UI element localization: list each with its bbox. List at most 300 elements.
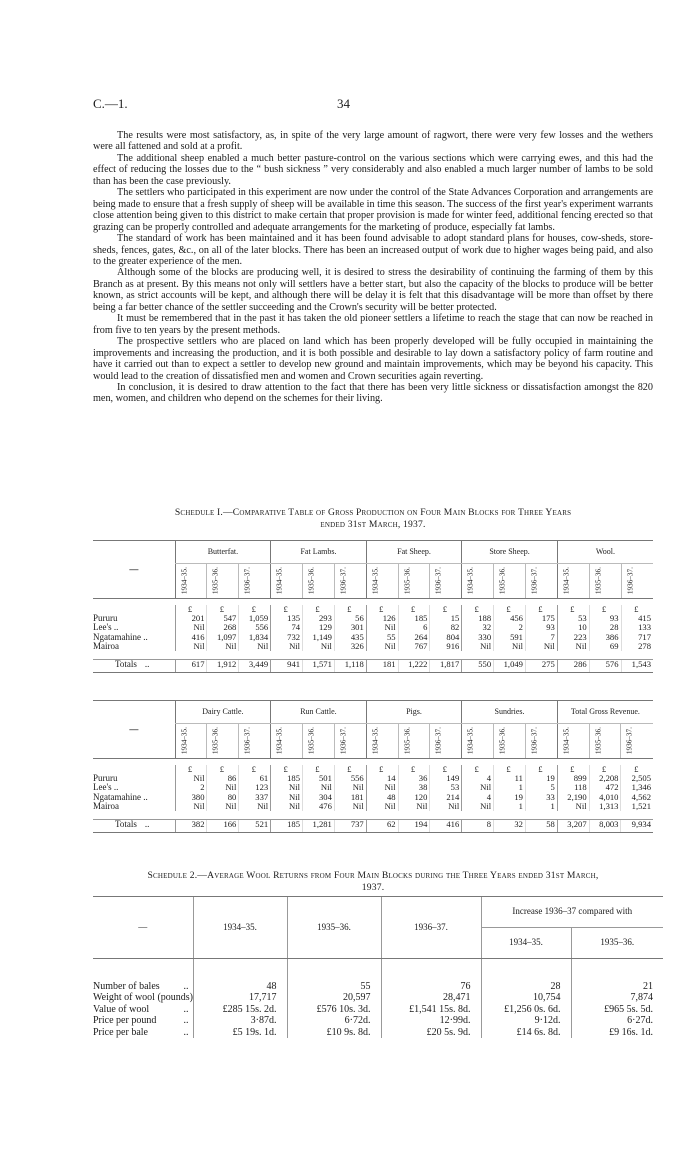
table-cell: 501	[303, 774, 335, 783]
year-header	[334, 564, 366, 599]
table-cell: 61	[239, 774, 271, 783]
year-label: 1934–35.	[371, 567, 380, 595]
total-cell: 185	[271, 820, 303, 833]
stub-header: —	[93, 701, 175, 759]
currency-symbol: £	[271, 765, 303, 774]
currency-symbol: £	[398, 605, 430, 614]
table-cell: £285 15s. 2d.	[193, 1004, 287, 1016]
table-cell: Nil	[271, 783, 303, 792]
table-cell: 476	[303, 802, 335, 811]
table-cell: 28	[481, 981, 571, 993]
table-cell: £5 19s. 1d.	[193, 1027, 287, 1039]
table-cell: 899	[557, 774, 589, 783]
row-label-text: Weight of wool (pounds)	[93, 992, 194, 1003]
currency-symbol: £	[366, 765, 398, 774]
table-cell: £965 5s. 5d.	[571, 1004, 663, 1016]
year-header	[334, 724, 366, 759]
total-cell: 416	[430, 820, 462, 833]
year-header	[271, 564, 303, 599]
table-row	[93, 992, 663, 1004]
currency-symbol: £	[557, 605, 589, 614]
currency-symbol: £	[621, 605, 653, 614]
total-cell: 58	[525, 820, 557, 833]
table-cell: 93	[525, 623, 557, 632]
table-cell: 74	[271, 623, 303, 632]
currency-symbol: £	[621, 765, 653, 774]
block-name: Pururu	[93, 774, 118, 784]
year-header	[303, 724, 335, 759]
currency-symbol: £	[430, 605, 462, 614]
row-label-text: Number of bales	[93, 980, 160, 992]
currency-symbol: £	[239, 605, 271, 614]
schedule-2-table	[93, 896, 663, 1038]
year-header	[398, 724, 430, 759]
table-cell: 93	[589, 614, 621, 623]
table-cell: 17,717	[193, 992, 287, 1004]
leader-dots: ..	[183, 980, 189, 992]
table-row	[93, 1027, 663, 1039]
total-cell: 941	[271, 660, 303, 673]
total-cell: 521	[239, 820, 271, 833]
currency-symbol: £	[175, 605, 207, 614]
row-label	[93, 992, 193, 1004]
table-cell: 19	[525, 774, 557, 783]
year-header-row	[93, 724, 653, 759]
table-cell: 767	[398, 642, 430, 651]
total-cell: 382	[175, 820, 207, 833]
total-cell: 1,543	[621, 660, 653, 673]
leader-dots: ..	[183, 1003, 189, 1015]
currency-symbol: £	[175, 765, 207, 774]
year-label: 1935–36.	[594, 727, 603, 755]
year-label: 1936–37.	[530, 567, 539, 595]
table-cell: Nil	[366, 783, 398, 792]
table-cell: 214	[430, 793, 462, 802]
currency-symbol: £	[462, 605, 494, 614]
total-cell: 1,912	[207, 660, 239, 673]
totals-text: Totals	[115, 819, 137, 830]
group-header-row	[93, 701, 653, 724]
table-cell: 14	[366, 774, 398, 783]
year-header	[494, 724, 526, 759]
table-cell: 175	[525, 614, 557, 623]
table-cell: 330	[462, 633, 494, 642]
table-cell: 10	[557, 623, 589, 632]
table-cell: Nil	[462, 802, 494, 811]
table-cell: 129	[303, 623, 335, 632]
table-cell: 19	[494, 793, 526, 802]
row-label-text: Price per pound	[93, 1015, 157, 1026]
year-header-row	[93, 564, 653, 599]
table-cell: 11	[494, 774, 526, 783]
table-cell: Nil	[175, 774, 207, 783]
table-cell: Nil	[271, 802, 303, 811]
table-cell: 3·87d.	[193, 1015, 287, 1027]
year-label: 1935–36.	[498, 567, 507, 595]
table-cell: 5	[525, 783, 557, 792]
currency-symbol: £	[334, 765, 366, 774]
currency-symbol: £	[462, 765, 494, 774]
row-label-text: Value of wool	[93, 1003, 150, 1015]
table-cell: 268	[207, 623, 239, 632]
table-cell: 48	[193, 981, 287, 993]
year-label: 1936–37.	[243, 567, 252, 595]
table-cell: 732	[271, 633, 303, 642]
table-row	[93, 614, 653, 623]
report-reference: C.—1.	[93, 96, 128, 111]
total-cell: 1,222	[398, 660, 430, 673]
column-header: 1935–36.	[287, 897, 381, 959]
table-cell: 556	[334, 774, 366, 783]
year-header	[303, 564, 335, 599]
year-header	[239, 564, 271, 599]
year-label: 1936–37.	[625, 727, 634, 755]
total-cell: 32	[494, 820, 526, 833]
table-cell: 456	[494, 614, 526, 623]
group-header: Total Gross Revenue.	[557, 701, 653, 724]
table-cell: 6	[398, 623, 430, 632]
table-cell: £1,256 0s. 6d.	[481, 1004, 571, 1016]
totals-row	[93, 660, 653, 673]
currency-symbol: £	[366, 605, 398, 614]
year-label: 1934–35.	[562, 567, 571, 595]
table-cell: 717	[621, 633, 653, 642]
year-header	[621, 564, 653, 599]
currency-symbol: £	[589, 765, 621, 774]
schedule-2-title-line2: 1937.	[361, 881, 385, 893]
table-cell: 301	[334, 623, 366, 632]
total-cell: 275	[525, 660, 557, 673]
table-cell: Nil	[271, 642, 303, 651]
year-header	[557, 564, 589, 599]
table-cell: 804	[430, 633, 462, 642]
total-cell: 9,934	[621, 820, 653, 833]
table-cell: 4,562	[621, 793, 653, 802]
table-row	[93, 1015, 663, 1027]
group-header: Butterfat.	[175, 541, 271, 564]
table-row	[93, 774, 653, 783]
group-header: Fat Lambs.	[271, 541, 367, 564]
group-header: Dairy Cattle.	[175, 701, 271, 724]
year-label: 1936–37.	[339, 567, 348, 595]
year-header	[621, 724, 653, 759]
year-label: 1935–36.	[211, 567, 220, 595]
currency-symbol: £	[494, 765, 526, 774]
block-name: Pururu	[93, 614, 118, 624]
table-cell: 1,313	[589, 802, 621, 811]
table-cell: 547	[207, 614, 239, 623]
total-cell: 550	[462, 660, 494, 673]
table-cell: 56	[334, 614, 366, 623]
currency-symbol: £	[494, 605, 526, 614]
total-cell: 3,449	[239, 660, 271, 673]
total-cell: 8	[462, 820, 494, 833]
table-cell: 1	[525, 802, 557, 811]
table-cell: Nil	[175, 642, 207, 651]
table-cell: 181	[334, 793, 366, 802]
table-cell: 472	[589, 783, 621, 792]
table-cell: Nil	[494, 642, 526, 651]
total-cell: 1,571	[303, 660, 335, 673]
table-cell: 304	[303, 793, 335, 802]
table-cell: Nil	[557, 802, 589, 811]
table-cell: Nil	[334, 802, 366, 811]
total-cell: 1,118	[334, 660, 366, 673]
table-cell: 32	[462, 623, 494, 632]
year-label: 1936–37.	[434, 727, 443, 755]
table-cell: 118	[557, 783, 589, 792]
table-cell: 55	[287, 981, 381, 993]
total-cell: 181	[366, 660, 398, 673]
leader-dots: ..	[144, 659, 150, 670]
table-cell: 415	[621, 614, 653, 623]
currency-symbol: £	[589, 605, 621, 614]
table-cell: Nil	[239, 802, 271, 811]
group-header: Sundries.	[462, 701, 558, 724]
group-header: Fat Sheep.	[366, 541, 462, 564]
table-cell: 1,097	[207, 633, 239, 642]
table-row	[93, 793, 653, 802]
currency-symbol: £	[303, 605, 335, 614]
table-cell: 1,059	[239, 614, 271, 623]
table-row	[93, 783, 653, 792]
year-header	[589, 564, 621, 599]
table-cell: Nil	[430, 802, 462, 811]
year-header	[557, 724, 589, 759]
table-cell: 135	[271, 614, 303, 623]
schedule-1-title	[93, 507, 653, 530]
increase-header: Increase 1936–37 compared with	[481, 897, 663, 928]
table-cell: £10 9s. 8d.	[287, 1027, 381, 1039]
row-label	[93, 1027, 193, 1039]
table-cell: 1	[494, 783, 526, 792]
paragraph: The settlers who participated in this experiment are now under the control of the State Advances Corporation and arrangements are being made to ensure that a fresh supply of sheep will be available in time this season. The success of the first year's experiment warrants close attention being given to this district to make certain that proper provision is made for winter feed, additional fencing erected so that grazing can be properly controlled and adequate arrangements for the marketing of produce, especially fat lambs.	[93, 187, 653, 233]
table-cell: 15	[430, 614, 462, 623]
year-header	[462, 564, 494, 599]
year-header	[430, 564, 462, 599]
year-label: 1934–35.	[466, 727, 475, 755]
table-cell: 2,505	[621, 774, 653, 783]
year-label: 1934–35.	[180, 567, 189, 595]
stub-cell	[93, 765, 175, 774]
table-cell: 55	[366, 633, 398, 642]
table-cell: Nil	[175, 802, 207, 811]
group-header: Wool.	[557, 541, 653, 564]
paragraph: It must be remembered that in the past it has taken the old pioneer settlers a lifetime to reach the stage that can now be reached in from five to ten years by the present methods.	[93, 313, 653, 336]
table-cell: 9·12d.	[481, 1015, 571, 1027]
table-cell: 28,471	[381, 992, 481, 1004]
table-cell: 278	[621, 642, 653, 651]
table-cell: 86	[207, 774, 239, 783]
table-cell: Nil	[366, 623, 398, 632]
table-cell: 126	[366, 614, 398, 623]
table-cell: 12·99d.	[381, 1015, 481, 1027]
year-header	[494, 564, 526, 599]
table-cell: Nil	[239, 642, 271, 651]
table-cell: 69	[589, 642, 621, 651]
table-cell: 337	[239, 793, 271, 802]
table-cell: 1,346	[621, 783, 653, 792]
table-cell: 33	[525, 793, 557, 802]
currency-symbol: £	[303, 765, 335, 774]
row-label-text: Price per bale	[93, 1026, 148, 1038]
table-cell: 2,208	[589, 774, 621, 783]
year-header	[366, 724, 398, 759]
table-cell: 2	[494, 623, 526, 632]
table-cell: 28	[589, 623, 621, 632]
table-cell: 53	[557, 614, 589, 623]
year-header	[207, 724, 239, 759]
total-cell: 166	[207, 820, 239, 833]
total-cell: 1,817	[430, 660, 462, 673]
table-cell: Nil	[525, 642, 557, 651]
currency-symbol: £	[334, 605, 366, 614]
stub-header: —	[93, 541, 175, 599]
table-cell: 1,149	[303, 633, 335, 642]
table-cell: 1,834	[239, 633, 271, 642]
body-text	[93, 130, 653, 405]
table-cell: 185	[398, 614, 430, 623]
table-cell: 435	[334, 633, 366, 642]
year-header	[398, 564, 430, 599]
year-header	[430, 724, 462, 759]
year-label: 1935–36.	[307, 567, 316, 595]
table-row	[93, 623, 653, 632]
currency-symbol: £	[430, 765, 462, 774]
increase-subheader: 1934–35.	[481, 928, 571, 959]
year-header	[589, 724, 621, 759]
column-header: 1934–35.	[193, 897, 287, 959]
currency-symbol: £	[557, 765, 589, 774]
group-header-row	[93, 541, 653, 564]
table-cell: Nil	[366, 802, 398, 811]
table-cell: 10,754	[481, 992, 571, 1004]
block-name: Mairoa	[93, 801, 119, 811]
year-header	[525, 724, 557, 759]
year-label: 1936–37.	[434, 567, 443, 595]
year-label: 1934–35.	[466, 567, 475, 595]
total-cell: 737	[334, 820, 366, 833]
group-header: Pigs.	[366, 701, 462, 724]
table-cell: Nil	[334, 783, 366, 792]
table-cell: 6·27d.	[571, 1015, 663, 1027]
table-cell: 7	[525, 633, 557, 642]
table-cell: 76	[381, 981, 481, 993]
paragraph: Although some of the blocks are producing well, it is desired to stress the desirability of continuing the farming of them by this Branch as at present. By this means not only will settlers have a better start, but also the capacity of the blocks to produce will be better known, as strict accounts will be kept, and although there will be delay it is felt that this disadvantage will be more than offset by there being a far better chance of the settler succeeding and the Crown's security will be better protected.	[93, 267, 653, 313]
table-cell: Nil	[462, 783, 494, 792]
table-cell: Nil	[271, 793, 303, 802]
table-cell: 6·72d.	[287, 1015, 381, 1027]
table-cell: 380	[175, 793, 207, 802]
table-cell: 123	[239, 783, 271, 792]
currency-symbol: £	[271, 605, 303, 614]
table-cell: 133	[621, 623, 653, 632]
table-cell: Nil	[207, 783, 239, 792]
year-label: 1935–36.	[402, 567, 411, 595]
currency-symbol: £	[525, 765, 557, 774]
table-cell: 120	[398, 793, 430, 802]
totals-label	[93, 820, 175, 833]
year-label: 1935–36.	[402, 727, 411, 755]
paragraph: The additional sheep enabled a much better pasture-control on the various sections which were carrying ewes, and this had the effect of reducing the losses due to the “ bush sickness ” very considerably and also enabled a much larger number of lambs to be sold than has been the case previously.	[93, 152, 653, 187]
currency-symbol: £	[207, 765, 239, 774]
block-name: Ngatamahine ..	[93, 632, 148, 642]
totals-text: Totals	[115, 659, 137, 670]
year-label: 1936–37.	[339, 727, 348, 755]
year-label: 1936–37.	[243, 727, 252, 755]
table-cell: 201	[175, 614, 207, 623]
schedule-2-header-row	[93, 897, 663, 928]
table-cell: 386	[589, 633, 621, 642]
table-cell: 53	[430, 783, 462, 792]
table-cell: Nil	[303, 642, 335, 651]
schedule-2-title	[93, 870, 653, 893]
year-label: 1935–36.	[594, 567, 603, 595]
table-cell: 591	[494, 633, 526, 642]
table-cell: 7,874	[571, 992, 663, 1004]
year-header	[525, 564, 557, 599]
schedule-1-table-part-2	[93, 700, 653, 833]
paragraph: The prospective settlers who are placed on land which has been properly developed will be fully occupied in maintaining the improvements and increasing the production, and it is both possible and desirable to lay down a satisfactory policy of farm routine and have it carried out than to expect a settler to develop new ground and maintain improvements, which may be beyond his capacity. This would lead to the creation of dissatisfied men and women and Crown securities again reverting.	[93, 336, 653, 382]
leader-dots: ..	[183, 1026, 189, 1038]
table-cell: 82	[430, 623, 462, 632]
paragraph: The results were most satisfactory, as, in spite of the very large amount of ragwort, there were very few losses and the wethers were all fattened and sold at a profit.	[93, 130, 653, 153]
stub-cell	[93, 605, 175, 614]
table-cell: Nil	[303, 783, 335, 792]
year-header	[239, 724, 271, 759]
table-cell: 223	[557, 633, 589, 642]
table-cell: Nil	[462, 642, 494, 651]
year-header	[271, 724, 303, 759]
block-name: Ngatamahine ..	[93, 792, 148, 802]
total-cell: 576	[589, 660, 621, 673]
table-cell: 21	[571, 981, 663, 993]
year-label: 1934–35.	[371, 727, 380, 755]
table-cell: 80	[207, 793, 239, 802]
column-header: 1936–37.	[381, 897, 481, 959]
total-cell: 617	[175, 660, 207, 673]
year-label: 1935–36.	[211, 727, 220, 755]
paragraph: The standard of work has been maintained and it has been found advisable to adopt standard plans for houses, cow-sheds, store-sheds, fences, gates, &c., on all of the later blocks. There has been an increased output of work due to higher wages being paid, and also to the greater experience of the men.	[93, 233, 653, 267]
currency-row	[93, 765, 653, 774]
table-row	[93, 802, 653, 811]
row-label	[93, 981, 193, 993]
table-cell: £20 5s. 9d.	[381, 1027, 481, 1039]
table-cell: 4	[462, 793, 494, 802]
year-label: 1936–37.	[625, 567, 634, 595]
total-cell: 1,281	[303, 820, 335, 833]
year-header	[462, 724, 494, 759]
table-cell: Nil	[398, 802, 430, 811]
table-cell: 185	[271, 774, 303, 783]
currency-row	[93, 605, 653, 614]
total-cell: 1,049	[494, 660, 526, 673]
table-cell: 149	[430, 774, 462, 783]
row-label	[93, 1004, 193, 1016]
table-row	[93, 1004, 663, 1016]
currency-symbol: £	[398, 765, 430, 774]
schedule-1-title-line1: Schedule I.—Comparative Table of Gross Production on Four Main Blocks for Three Years	[174, 507, 572, 518]
total-cell: 194	[398, 820, 430, 833]
increase-subheader: 1935–36.	[571, 928, 663, 959]
year-label: 1934–35.	[275, 567, 284, 595]
group-header: Store Sheep.	[462, 541, 558, 564]
table-cell: £9 16s. 1d.	[571, 1027, 663, 1039]
totals-label	[93, 660, 175, 673]
table-cell: £14 6s. 8d.	[481, 1027, 571, 1039]
currency-symbol: £	[207, 605, 239, 614]
table-cell: 48	[366, 793, 398, 802]
